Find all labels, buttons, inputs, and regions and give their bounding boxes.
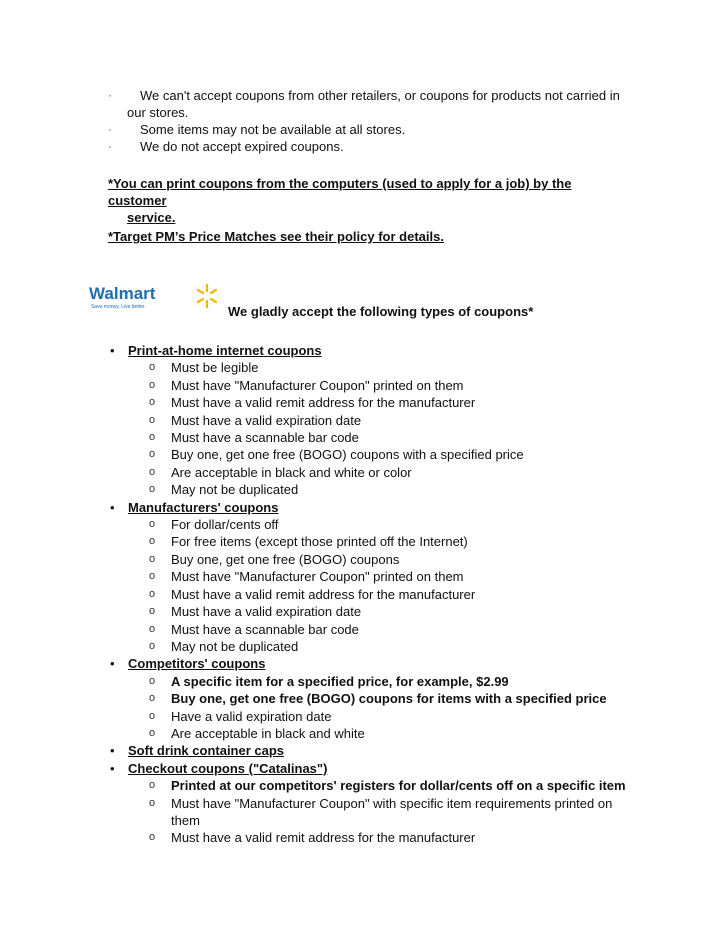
walmart-logo-tagline: Save money. Live better. bbox=[91, 304, 146, 310]
target-note-text: *Target PM’s Price Matches see their policy for details. bbox=[108, 229, 444, 244]
circle-bullet-icon: o bbox=[149, 483, 156, 496]
list-item: o Must have a scannable bar code bbox=[149, 430, 359, 446]
print-note-continuation: service. bbox=[127, 210, 176, 225]
bullet-icon: • bbox=[110, 656, 115, 672]
list-item: o Printed at our competitors' registers for dollar/cents off on a specific item bbox=[149, 778, 626, 794]
coupon-category bbox=[108, 499, 658, 516]
list-item: o Must have a valid remit address for the manufacturer bbox=[149, 830, 476, 846]
category-title: Competitors' coupons bbox=[128, 656, 266, 672]
print-note-line: *You can print coupons from the computers (used to apply for a job) by the customer bbox=[108, 176, 572, 208]
category-title: Checkout coupons ("Catalinas") bbox=[128, 760, 328, 776]
list-item: o Buy one, get one free (BOGO) coupons bbox=[149, 551, 400, 567]
small-bullet-icon: · bbox=[108, 122, 112, 136]
bullet-icon: • bbox=[110, 343, 115, 358]
circle-bullet-icon: o bbox=[149, 639, 156, 652]
restriction-continuation: our stores. bbox=[127, 105, 189, 120]
circle-bullet-icon: o bbox=[149, 518, 156, 531]
circle-bullet-icon: o bbox=[149, 587, 156, 600]
circle-bullet-icon: o bbox=[149, 605, 156, 618]
category-title: Manufacturers' coupons bbox=[128, 499, 279, 515]
coupon-category bbox=[108, 760, 658, 777]
walmart-logo bbox=[89, 282, 229, 310]
category-title: Print-at-home internet coupons bbox=[128, 343, 322, 358]
circle-bullet-icon: o bbox=[149, 413, 156, 426]
circle-bullet-icon: o bbox=[149, 570, 156, 583]
restrictions-list bbox=[108, 87, 633, 155]
list-item-continuation: them bbox=[171, 812, 200, 828]
restriction-text: Some items may not be available at all stores. bbox=[140, 122, 406, 137]
list-item: o May not be duplicated bbox=[149, 638, 299, 654]
list-item: o Must have a scannable bar code bbox=[149, 621, 359, 637]
small-bullet-icon: · bbox=[108, 139, 112, 153]
circle-bullet-icon: o bbox=[149, 552, 156, 565]
coupon-types-list bbox=[108, 342, 658, 847]
print-coupons-note bbox=[108, 175, 633, 226]
restriction-item bbox=[108, 87, 633, 104]
accepted-coupons-heading: We gladly accept the following types of coupons* bbox=[228, 304, 534, 319]
circle-bullet-icon: o bbox=[149, 779, 156, 792]
circle-bullet-icon: o bbox=[149, 378, 156, 391]
coupon-category bbox=[108, 742, 658, 759]
restriction-text: We can't accept coupons from other retailers, or coupons for products not carried in bbox=[140, 88, 620, 103]
list-item: o Must be legible bbox=[149, 360, 259, 376]
circle-bullet-icon: o bbox=[149, 831, 156, 844]
small-bullet-icon: · bbox=[108, 88, 112, 102]
category-title: Soft drink container caps bbox=[128, 743, 285, 759]
list-item: o Have a valid expiration date bbox=[149, 708, 332, 724]
circle-bullet-icon: o bbox=[149, 622, 156, 635]
restriction-text: We do not accept expired coupons. bbox=[140, 139, 344, 154]
coupon-category bbox=[108, 342, 658, 359]
circle-bullet-icon: o bbox=[149, 709, 156, 722]
circle-bullet-icon: o bbox=[149, 535, 156, 548]
list-item: o Are acceptable in black and white or color bbox=[149, 464, 412, 480]
circle-bullet-icon: o bbox=[149, 396, 156, 409]
list-item: o Buy one, get one free (BOGO) coupons with a specified price bbox=[149, 447, 524, 463]
bullet-icon: • bbox=[110, 760, 115, 776]
list-item: o Must have a valid remit address for the manufacturer bbox=[149, 586, 476, 602]
list-item: o May not be duplicated bbox=[149, 482, 299, 498]
list-item: o Must have a valid expiration date bbox=[149, 604, 362, 620]
list-item: o For dollar/cents off bbox=[149, 517, 279, 533]
list-item: o Buy one, get one free (BOGO) coupons for items with a specified price bbox=[149, 691, 607, 707]
list-item: o Must have a valid remit address for the manufacturer bbox=[149, 395, 476, 411]
circle-bullet-icon: o bbox=[149, 726, 156, 739]
bullet-icon: • bbox=[110, 743, 115, 759]
list-item: o A specific item for a specified price, for example, $2.99 bbox=[149, 673, 509, 689]
circle-bullet-icon: o bbox=[149, 361, 156, 374]
list-item: o Must have a valid expiration date bbox=[149, 412, 362, 428]
list-item: o Must have "Manufacturer Coupon" with specific item requirements printed on bbox=[149, 795, 613, 811]
list-item: o For free items (except those printed off the Internet) bbox=[149, 534, 468, 550]
bullet-icon: • bbox=[110, 499, 115, 515]
target-note bbox=[108, 228, 633, 245]
list-item: o Must have "Manufacturer Coupon" printed on them bbox=[149, 377, 464, 393]
restriction-item bbox=[108, 138, 633, 155]
circle-bullet-icon: o bbox=[149, 431, 156, 444]
walmart-logo-wordmark: Walmart bbox=[89, 284, 156, 303]
circle-bullet-icon: o bbox=[149, 692, 156, 705]
circle-bullet-icon: o bbox=[149, 448, 156, 461]
walmart-spark-icon bbox=[198, 285, 216, 307]
circle-bullet-icon: o bbox=[149, 674, 156, 687]
circle-bullet-icon: o bbox=[149, 796, 156, 809]
list-item: o Must have "Manufacturer Coupon" printed on them bbox=[149, 569, 464, 585]
circle-bullet-icon: o bbox=[149, 465, 156, 478]
coupon-category bbox=[108, 655, 658, 672]
list-item: o Are acceptable in black and white bbox=[149, 725, 365, 741]
restriction-item bbox=[108, 121, 633, 138]
